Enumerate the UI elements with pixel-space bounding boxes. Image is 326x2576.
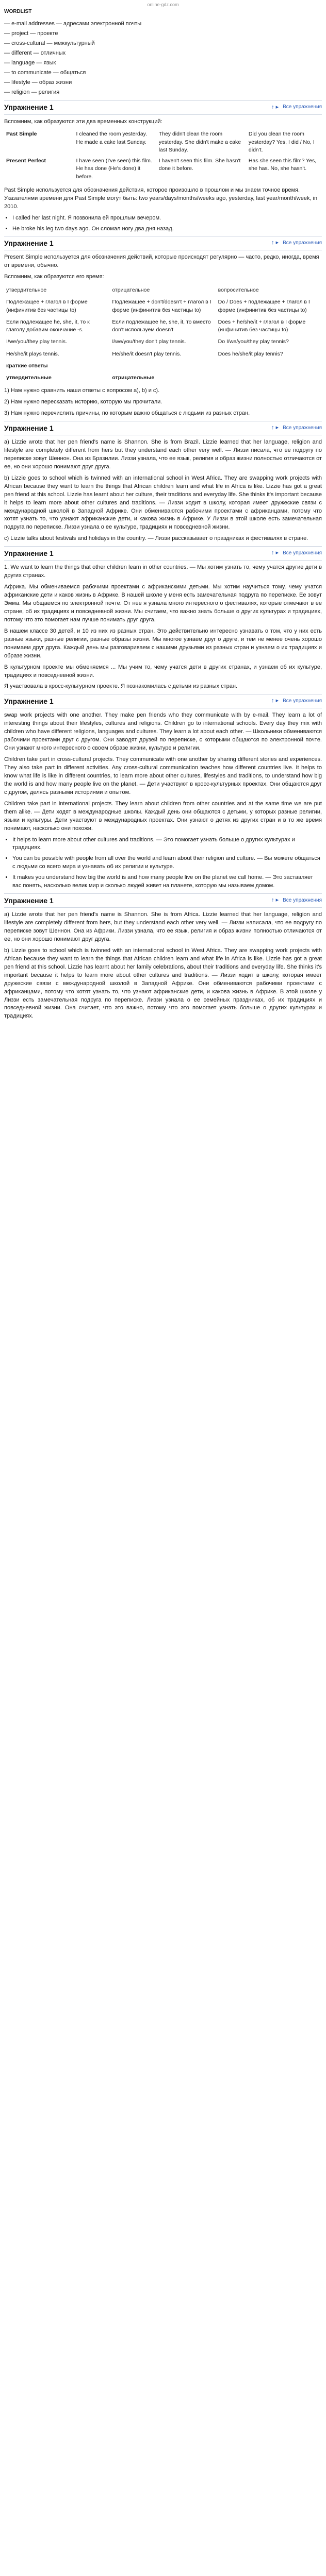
- exercise-header: [4, 100, 322, 115]
- arrow-right-icon: ↑ ▸: [271, 550, 279, 556]
- table-row: краткие ответы: [6, 362, 48, 369]
- arrow-right-icon: ↑ ▸: [271, 104, 279, 110]
- table-row: I/we/you/they play tennis. I/we/you/they don't play tennis. Do I/we/you/they play tennis?: [6, 338, 289, 345]
- exercise-title: Упражнение 1: [4, 549, 54, 558]
- arrow-right-icon: ↑ ▸: [271, 425, 279, 431]
- table-row: Подлежащее + глагол в I форме (инфинитив без частицы to) Подлежащее + don't/doesn't + глагол в I форме (инфинитив без частицы to) Do / Does + подлежащее + глагол в I форме (инфинитив без частицы to): [6, 299, 310, 313]
- all-exercises-link[interactable]: ↑ ▸ Все упражнения: [271, 549, 322, 557]
- arrow-right-icon: ↑ ▸: [271, 897, 279, 904]
- list-item: • It makes you understand how big the world is and how many people live on the planet we call home. — Это заставляет вас понять, насколько велик мир и сколько людей живет на планете, которую мы называем домом.: [12, 874, 322, 890]
- answer-paragraph: a) Lizzie wrote that her pen friend's name is Shannon. She is from Africa. Lizzie learned that her language, religion and lifestyle are completely different from hers, but they understand each other very well. — Лиззи написала, что ее подругу по переписке зовут Шеннон. Она из Африки. Лиззи узнала, что ее язык, религия и образ жизни полностью отличаются от ее, но они хорошо понимают друг друга.: [4, 911, 322, 942]
- present-simple-table: [4, 284, 322, 384]
- all-exercises-link[interactable]: ↑ ▸ Все упражнения: [271, 104, 322, 112]
- wordlist-item: — e-mail addresses — адресами электронной почты: [4, 20, 142, 27]
- list-item: 1) Нам нужно сравнить наши ответы с вопросом a), b) и c).: [4, 387, 160, 394]
- table-row: Past Simple I cleaned the room yesterday. He made a cake last Sunday. They didn't clean the room yesterday. She didn't make a cake last Sunday. Did you clean the room yesterday? Yes, I did / No, I didn't.: [6, 131, 315, 153]
- table-row: He/she/it plays tennis. He/she/it doesn't play tennis. Does he/she/it play tennis?: [6, 350, 283, 357]
- list-item: • You can be possible with people from all over the world and learn about their religion and culture. — Вы можете общаться с людьми со всего мира и узнавать об их религии и культуре.: [12, 855, 322, 871]
- answer-paragraph: a) Lizzie wrote that her pen friend's name is Shannon. She is from Brazil. Lizzie learned that her language, religion and lifestyle are completely different from hers but they understand each other very well. — Лиззи писала, что ее подругу по переписке зовут Шеннон. Она из Бразилии. Лиззи узнала, что ее язык, религия и образ жизни полностью отличаются от ее, но они хорошо понимают друг друга.: [4, 439, 322, 470]
- table-row: утвердительные отрицательные: [6, 375, 155, 381]
- answer-paragraph: Я участвовала в кросс-культурном проекте. Я познакомилась с детьми из разных стран.: [4, 683, 237, 690]
- wordlist-item: — lifestyle — образ жизни: [4, 79, 72, 86]
- wordlist-item: — language — язык: [4, 59, 56, 66]
- tense-comparison-table: [4, 129, 322, 182]
- all-exercises-link[interactable]: ↑ ▸ Все упражнения: [271, 424, 322, 432]
- wordlist-title: WORDLIST: [4, 9, 32, 14]
- list-item: • He broke his leg two days ago. Он сломал ногу два дня назад.: [12, 225, 322, 233]
- answer-paragraph: Африка. Мы обмениваемся рабочими проектами с африканскими детьми. Мы хотим научиться тому, чему учатся африканские дети и каков жизнь в Африке. В нашей школе у меня есть замечательная подруга по переписке. Ее зовут Эмма. Мы общаемся по электронной почте. От нее я узнала много интересного о фестивалях, которые отмечают в ее стране, об их традициях и повседневной жизни. Мы считаем, что важно знать больше о других культурах и традициях, потому что это помогает нам лучше понимать друг друга.: [4, 584, 322, 623]
- answer-paragraph: В культурном проекте мы обменяемся ... Мы учим то, чему учатся дети в других странах, и узнаем об их культуре, традициях и повседневной жизни.: [4, 664, 322, 679]
- table-row: Present Perfect I have seen (I've seen) this film. He has done (He's done) it before. I haven't seen this film. She hasn't done it before. Has she seen this film? Yes, she has. No, she hasn't.: [6, 158, 317, 180]
- exercise-header: [4, 236, 322, 250]
- exercise-header: [4, 421, 322, 435]
- answer-paragraph: Children take part in international projects. They learn about children from other countries and at the same time we are put them alike. — Дети ходят в международные школы. Каждый день они общаются с детьми, у которых разные религии, языки и культуры. Дети участвуют в международных проектах. Они узнают о детях из других стран и в то же время понимают, насколько они похожи.: [4, 800, 322, 832]
- exercise-intro: Вспомним, как образуются эти два временных конструкций:: [4, 118, 162, 125]
- answer-paragraph: Children take part in cross-cultural projects. They communicate with one another by sharing different stories and experiences. They also take part in different activities. Any cross-cultural communication teaches how different countries live. It helps to know what life is like in different countries, to learn more about other cultures, lifestyles and traditions, to understand how big the world is and how many people live on the planet. — Дети участвуют в кросс-культурных проектах. Они общаются друг с другом, делясь разными историями и опытом.: [4, 756, 322, 795]
- answer-paragraph: c) Lizzie talks about festivals and holidays in the country. — Лиззи рассказывает о праздниках и фестивалях в стране.: [4, 535, 308, 542]
- grammar-note: Past Simple используется для обозначения действия, которое произошло в прошлом и мы знаем точное время. Указателями времени для Past Simple могут быть: two years/days/months/weeks ago, yesterday, last year/month/week, in 2010.: [4, 187, 318, 210]
- all-exercises-link[interactable]: ↑ ▸ Все упражнения: [271, 896, 322, 905]
- wordlist-item: — project — проекте: [4, 30, 58, 37]
- wordlist-item: — to communicate — общаться: [4, 69, 86, 76]
- answer-paragraph: b) Lizzie goes to school which is twinned with an international school in West Africa. They are swapping work projects with African because they want to learn the things that African children learn and what life in Africa is like. Lizzie has got a great pen friend at this school. Lizzie has learnt about her family celebrations, about their traditions and everyday life. She thinks it's important because it helps to learn more about other cultures and traditions. — Лиззи ходит в школу, которая имеет дружеские связи с международной школой в Западной Африке. Они обмениваются рабочими проектами с африканцами, потому что хотят узнать то, что узнают африканские дети, и какова жизнь в Африке. В этой школе у Лиззи есть замечательная подруга по переписке. Лиззи узнала о ее семейных праздниках, об их традициях и повседневной жизни. Она считает, что это важно, потому что это помогает узнать больше о других культурах и традициях.: [4, 947, 322, 1020]
- exercise-title: Упражнение 1: [4, 239, 54, 248]
- exercise-intro: Present Simple используется для обозначения действий, которые происходят регулярно — часто, редко, иногда, время от времени, обычно.: [4, 254, 319, 269]
- answer-paragraph: b) Lizzie goes to school which is twinned with an international school in West Africa. They are swapping work projects with African because they want to learn the things that African children learn and what life in Africa is like. Lizzie has got a great pen friend at this school. Lizzie has learnt about her culture, their traditions and everyday life. She thinks it's important because it helps to learn more about other cultures and traditions. — Лиззи ходит в школу, которая имеет дружеские связи с международной школой в Западной Африке. Они обмениваются рабочими проектами с африканцами, потому что хотят узнать то, что узнают африканские дети, и какова жизнь в Африке. У Лиззи в этой школе есть замечательная подруга по переписке. Лиззи узнала о ее культуре, традициях и повседневной жизни.: [4, 474, 322, 531]
- arrow-right-icon: ↑ ▸: [271, 240, 279, 246]
- exercise-header: [4, 893, 322, 908]
- table-row: Если подлежащее he, she, it, то к глаголу добавим окончание -s. Если подлежащее he, she, it, то вместо don't используем doesn't Does + he/she/it + глагол в I форме (инфинитив без частицы to): [6, 318, 306, 333]
- answer-paragraph: 1. We want to learn the things that other children learn in other countries. — Мы хотим узнать то, чему учатся другие дети в других странах.: [4, 564, 322, 579]
- examples-list: [4, 214, 322, 233]
- exercise-title: Упражнение 1: [4, 423, 54, 432]
- wordlist-section: [4, 8, 322, 97]
- all-exercises-link[interactable]: ↑ ▸ Все упражнения: [271, 697, 322, 705]
- list-item: • It helps to learn more about other cultures and traditions. — Это помогает узнать больше о других культурах и традициях.: [12, 836, 322, 853]
- reasons-list: [4, 836, 322, 891]
- table-row: утвердительное отрицательное вопросительное: [6, 287, 259, 294]
- answer-paragraph: swap work projects with one another. They make pen friends who they communicate with by e-mail. They learn a lot of interesting things about their lifestyles, cultures and religions. Children go to international schools. Every day they mix with children who have different religions, languages and cultures. They learn a lot about each other. — Школьники обмениваются рабочими проектами друг с другом. Они заводят друзей по переписке, с которыми общаются по электронной почте. Они узнают много интересного о своем образе жизни, культуре и религии.: [4, 712, 322, 752]
- exercise-title: Упражнение 1: [4, 103, 54, 112]
- wordlist-item: — religion — религия: [4, 89, 60, 95]
- exercise-title: Упражнение 1: [4, 697, 54, 706]
- page: [0, 0, 326, 1021]
- list-item: 2) Нам нужно пересказать историю, которую мы прочитали.: [4, 399, 162, 405]
- list-item: 3) Нам нужно перечислить причины, по которым важно общаться с людьми из разных стран.: [4, 410, 250, 417]
- arrow-right-icon: ↑ ▸: [271, 698, 279, 704]
- all-exercises-link[interactable]: ↑ ▸ Все упражнения: [271, 239, 322, 247]
- answer-paragraph: В нашем классе 30 детей, и 10 из них из разных стран. Это действительно интересно узнавать о том, что у них есть разные языки, разные религии, разные образы жизни. Мы многое узнаем друг о друге, и тем не менее очень хорошо понимаем друг друга. Каждый день мы разговариваем с нашими друзьями из разных стран и узнаем о их традициях и образе жизни.: [4, 628, 322, 659]
- exercise-intro: Вспомним, как образуются его время:: [4, 274, 104, 280]
- wordlist-item: — different — отличных: [4, 49, 66, 56]
- wordlist-item: — cross-cultural — межкультурный: [4, 40, 95, 46]
- exercise-header: [4, 546, 322, 561]
- top-watermark: online-gdz.com: [147, 2, 179, 7]
- wordlist: [4, 19, 322, 97]
- exercise-title: Упражнение 1: [4, 896, 54, 905]
- list-item: • I called her last night. Я позвонила ей прошлым вечером.: [12, 214, 322, 223]
- exercise-header: [4, 694, 322, 708]
